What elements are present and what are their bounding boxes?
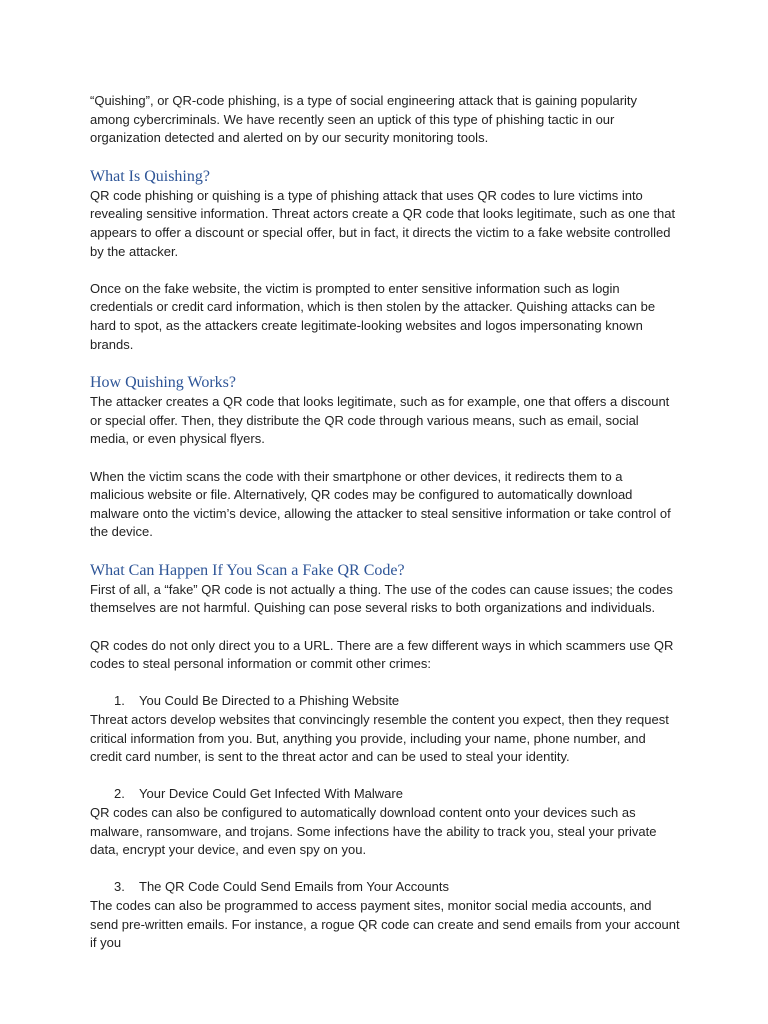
- document-page: [90, 92, 680, 953]
- list-item-title: [90, 692, 680, 711]
- list-item-heading: The QR Code Could Send Emails from Your Accounts: [139, 879, 449, 895]
- heading-how-quishing-works: How Quishing Works?: [90, 374, 236, 392]
- list-item-title: [90, 878, 680, 897]
- section2-paragraph-2: When the victim scans the code with their smartphone or other devices, it redirects them to a malicious website or file. Alternatively, QR codes may be configured to automatically download malware onto the victim’s device, allowing the attacker to steal sensitive information or take control of the device.: [90, 468, 671, 540]
- section2-paragraph-1: The attacker creates a QR code that looks legitimate, such as for example, one that offers a discount or special offer. Then, they distribute the QR code through various means, such as email, social media, or even physical flyers.: [90, 394, 670, 447]
- list-item-heading: Your Device Could Get Infected With Malware: [139, 786, 403, 802]
- list-item-heading: You Could Be Directed to a Phishing Website: [139, 693, 400, 709]
- list-item-number: 2.: [114, 786, 125, 802]
- list-item-title: [90, 785, 680, 804]
- heading-fake-qr-code: What Can Happen If You Scan a Fake QR Code?: [90, 561, 405, 579]
- list-item-body: Threat actors develop websites that convincingly resemble the content you expect, then they request critical information from you. But, anything you provide, including your name, phone number, and credit card number, is sent to the threat actor and can be used to steal your identity.: [90, 712, 669, 765]
- intro-paragraph: “Quishing”, or QR-code phishing, is a type of social engineering attack that is gaining popularity among cybercriminals. We have recently seen an uptick of this type of phishing tactic in our organization detected and alerted on by our security monitoring tools.: [90, 93, 638, 146]
- list-item-number: 3.: [114, 879, 125, 895]
- list-item-body: QR codes can also be configured to automatically download content onto your devices such as malware, ransomware, and trojans. Some infections have the ability to track you, steal your private data, encrypt your device, and even spy on you.: [90, 805, 657, 858]
- heading-what-is-quishing: What Is Quishing?: [90, 167, 210, 185]
- section1-paragraph-1: QR code phishing or quishing is a type of phishing attack that uses QR codes to lure victims into revealing sensitive information. Threat actors create a QR code that looks legitimate, such as one that appears to offer a discount or special offer, but in fact, it directs the victim to a fake website controlled by the attacker.: [90, 187, 676, 259]
- section1-paragraph-2: Once on the fake website, the victim is prompted to enter sensitive information such as login credentials or credit card information, which is then stolen by the attacker. Quishing attacks can be hard to spot, as the attackers create legitimate-looking websites and logos impersonating known brands.: [90, 280, 656, 352]
- list-item-body: The codes can also be programmed to access payment sites, monitor social media accounts, and send pre-written emails. For instance, a rogue QR code can create and send emails from your account if you: [90, 897, 680, 951]
- list-item-number: 1.: [114, 693, 125, 709]
- section3-paragraph-1: First of all, a “fake” QR code is not actually a thing. The use of the codes can cause issues; the codes themselves are not harmful. Quishing can pose several risks to both organizations and individuals.: [90, 581, 673, 616]
- section3-paragraph-2: QR codes do not only direct you to a URL. There are a few different ways in which scammers use QR codes to steal personal information or commit other crimes:: [90, 637, 674, 672]
